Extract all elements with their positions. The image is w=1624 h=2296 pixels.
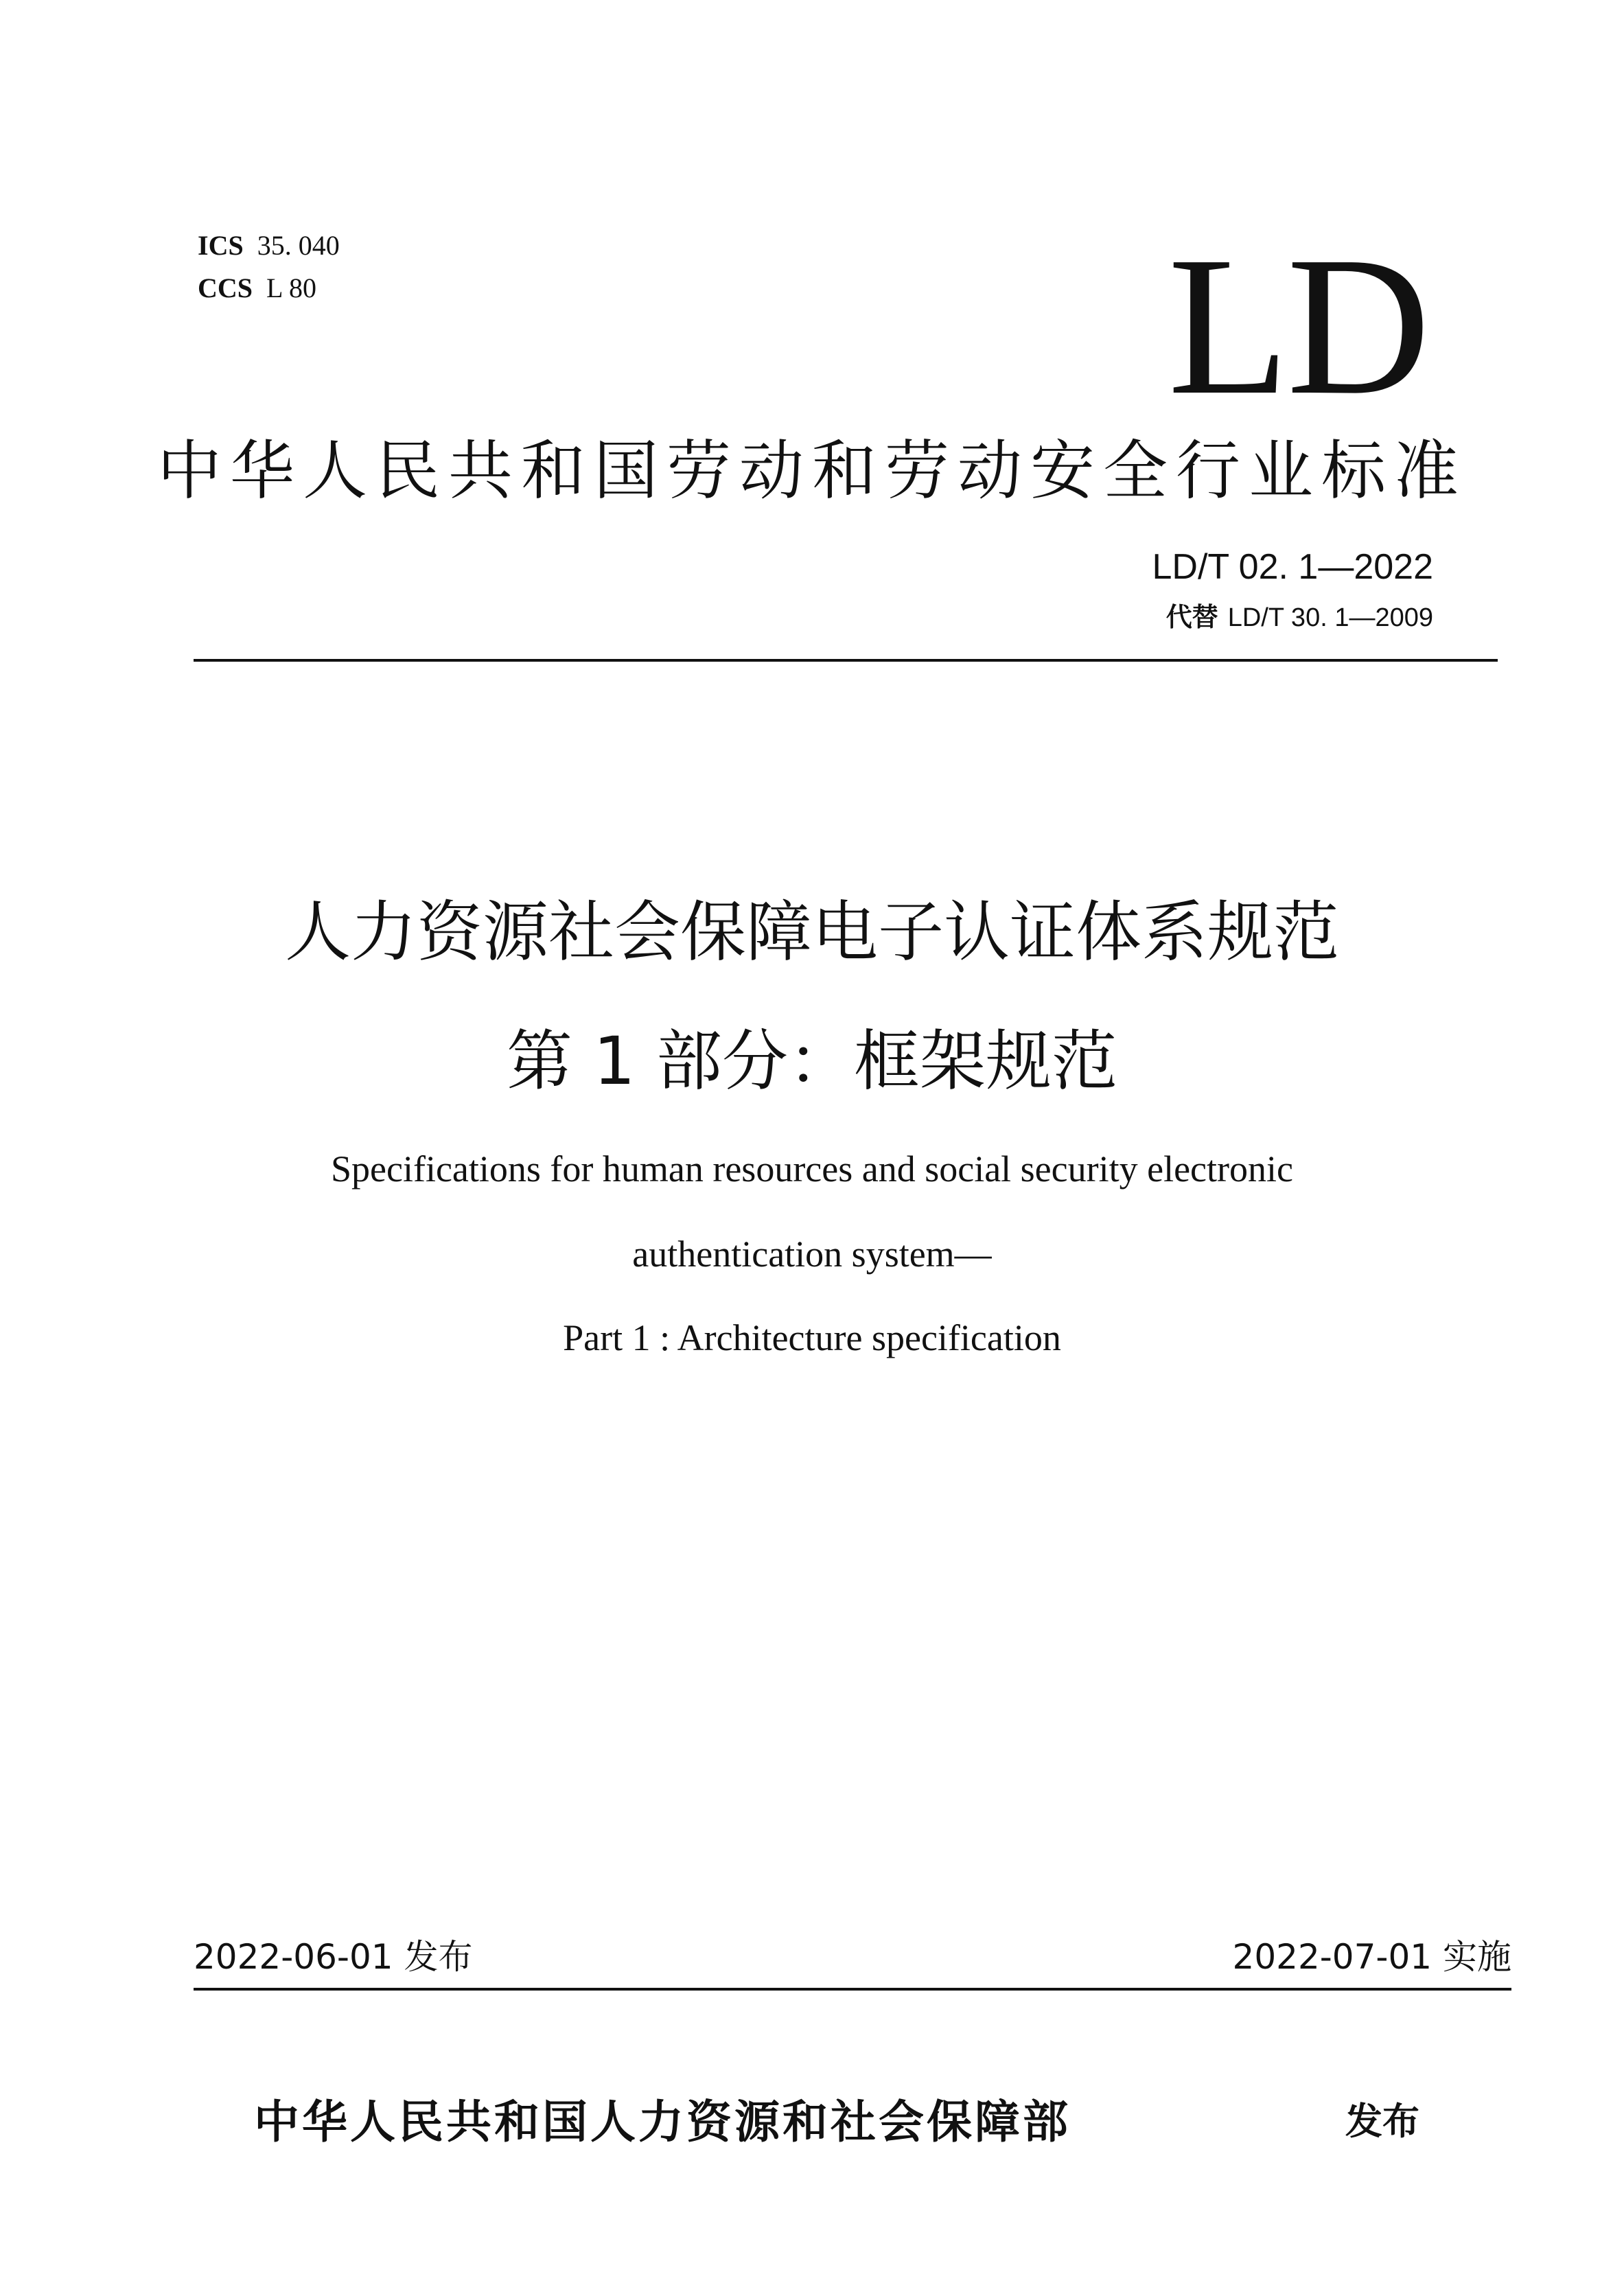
industry-standard-title: 中华人民共和国劳动和劳动安全行业标准 (156, 434, 1467, 509)
title-en-line-1: Specifications for human resources and social security electronic (331, 1148, 1293, 1190)
issuing-authority: 中华人民共和国人力资源和社会保障部 (254, 2095, 1071, 2148)
ics-label: ICS (198, 230, 244, 261)
ccs-label: CCS (198, 272, 253, 303)
bottom-divider (194, 1988, 1511, 1991)
standard-number: LD/T 02. 1—2022 (1152, 547, 1433, 587)
ics-value: 35. 040 (257, 230, 340, 261)
ld-mark: LD (1168, 216, 1428, 436)
publish-label: 发布 (1345, 2100, 1419, 2143)
replaces-value: LD/T 30. 1—2009 (1227, 603, 1433, 632)
title-cn-line-1: 人力资源社会保障电子认证体系规范 (285, 894, 1339, 971)
ccs-value: L 80 (266, 272, 316, 303)
implementation-date: 2022-07-01 实施 (1232, 1937, 1511, 1977)
title-en-line-2: authentication system— (632, 1233, 992, 1275)
ics-code (198, 232, 340, 259)
replaces-label: 代替 (1165, 602, 1218, 632)
issue-date: 2022-06-01 发布 (194, 1937, 473, 1977)
title-en-line-3: Part 1 : Architecture specification (563, 1317, 1061, 1358)
replaces-standard (1166, 604, 1433, 631)
title-cn-line-2: 第 1 部分：框架规范 (506, 1023, 1118, 1100)
top-divider (194, 659, 1498, 662)
ccs-code (198, 272, 316, 303)
